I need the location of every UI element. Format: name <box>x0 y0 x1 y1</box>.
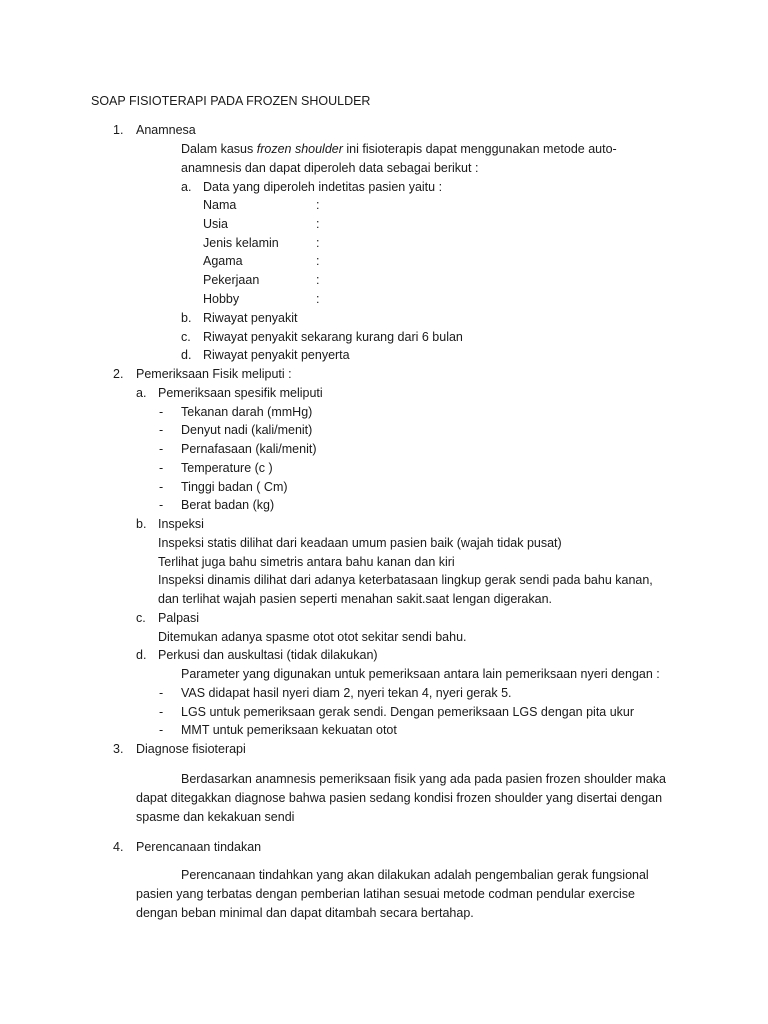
section-2-item-b-label: b. <box>136 517 147 531</box>
perencanaan-paragraph-line: pasien yang terbatas dengan pemberian latihan sesuai metode codman pendular exercise <box>136 887 635 901</box>
field-colon-pekerjaan: : <box>316 273 320 287</box>
section-1-item-b-label: b. <box>181 311 192 325</box>
perencanaan-paragraph-line: dengan beban minimal dan dapat ditambah secara bertahap. <box>136 906 474 920</box>
section-2-item-d-label: d. <box>136 648 147 662</box>
vital-item: Tinggi badan ( Cm) <box>181 480 288 494</box>
section-1-item-c-label: c. <box>181 330 191 344</box>
field-colon-jenis-kelamin: : <box>316 236 320 250</box>
parameter-item: LGS untuk pemeriksaan gerak sendi. Dengan pemeriksaan LGS dengan pita ukur <box>181 705 635 719</box>
inspeksi-line: Terlihat juga bahu simetris antara bahu kanan dan kiri <box>158 555 455 569</box>
perencanaan-paragraph-line: Perencanaan tindahkan yang akan dilakukan adalah pengembalian gerak fungsional <box>181 868 649 882</box>
inspeksi-line: dan terlihat wajah pasien seperti menahan sakit.saat lengan digerakan. <box>158 592 553 606</box>
section-1-item-c-text: Riwayat penyakit sekarang kurang dari 6 bulan <box>203 330 463 344</box>
vital-item: Temperature (c ) <box>181 461 273 475</box>
section-2-item-c-label: c. <box>136 611 146 625</box>
vital-dash: - <box>159 405 164 419</box>
field-label-usia: Usia <box>203 217 229 231</box>
parameter-item: VAS didapat hasil nyeri diam 2, nyeri tekan 4, nyeri gerak 5. <box>181 686 512 700</box>
section-1-number: 1. <box>113 123 124 137</box>
section-2-item-c-text: Palpasi <box>158 611 199 625</box>
vital-item: Pernafasaan (kali/menit) <box>181 442 317 456</box>
palpasi-line: Ditemukan adanya spasme otot otot sekitar sendi bahu. <box>158 630 467 644</box>
section-3-heading: Diagnose fisioterapi <box>136 742 246 756</box>
intro-text-pre: Dalam kasus <box>181 142 257 156</box>
vital-dash: - <box>159 480 164 494</box>
vital-item: Denyut nadi (kali/menit) <box>181 423 313 437</box>
field-colon-nama: : <box>316 198 320 212</box>
section-2-item-a-label: a. <box>136 386 147 400</box>
section-2-item-d-text: Perkusi dan auskultasi (tidak dilakukan) <box>158 648 378 662</box>
diagnose-paragraph-line: spasme dan kekakuan sendi <box>136 810 295 824</box>
inspeksi-line: Inspeksi statis dilihat dari keadaan umum pasien baik (wajah tidak pusat) <box>158 536 562 550</box>
field-colon-hobby: : <box>316 292 320 306</box>
field-label-agama: Agama <box>203 254 243 268</box>
section-2-number: 2. <box>113 367 124 381</box>
field-label-hobby: Hobby <box>203 292 240 306</box>
section-1-item-a-label: a. <box>181 180 192 194</box>
section-4-number: 4. <box>113 840 124 854</box>
perkusi-intro-line: Parameter yang digunakan untuk pemeriksaan antara lain pemeriksaan nyeri dengan : <box>181 667 660 681</box>
diagnose-paragraph-line: Berdasarkan anamnesis pemeriksaan fisik yang ada pada pasien frozen shoulder maka <box>181 772 667 786</box>
field-label-pekerjaan: Pekerjaan <box>203 273 260 287</box>
section-1-item-b-text: Riwayat penyakit <box>203 311 298 325</box>
document-title: SOAP FISIOTERAPI PADA FROZEN SHOULDER <box>91 94 371 108</box>
section-2-item-a-text: Pemeriksaan spesifik meliputi <box>158 386 323 400</box>
vital-item: Tekanan darah (mmHg) <box>181 405 313 419</box>
section-1-heading: Anamnesa <box>136 123 196 137</box>
inspeksi-line: Inspeksi dinamis dilihat dari adanya keterbatasaan lingkup gerak sendi pada bahu kanan, <box>158 573 653 587</box>
field-label-jenis-kelamin: Jenis kelamin <box>203 236 279 250</box>
section-1-item-a-text: Data yang diperoleh indetitas pasien yaitu : <box>203 180 443 194</box>
parameter-dash: - <box>159 686 164 700</box>
section-2-item-b-text: Inspeksi <box>158 517 204 531</box>
parameter-dash: - <box>159 723 164 737</box>
section-1-intro-line-2: anamnesis dan dapat diperoleh data sebagai berikut : <box>181 161 479 175</box>
vital-dash: - <box>159 461 164 475</box>
vital-dash: - <box>159 498 164 512</box>
parameter-dash: - <box>159 705 164 719</box>
diagnose-paragraph-line: dapat ditegakkan diagnose bahwa pasien sedang kondisi frozen shoulder yang disertai dengan <box>136 791 663 805</box>
intro-text-emphasis: frozen shoulder <box>256 142 343 156</box>
vital-dash: - <box>159 442 164 456</box>
section-1-intro-line-1 <box>181 140 617 159</box>
section-3-number: 3. <box>113 742 124 756</box>
section-1-item-d-label: d. <box>181 348 192 362</box>
parameter-item: MMT untuk pemeriksaan kekuatan otot <box>181 723 397 737</box>
section-2-heading: Pemeriksaan Fisik meliputi : <box>136 367 292 381</box>
field-colon-agama: : <box>316 254 320 268</box>
intro-text-post: ini fisioterapis dapat menggunakan metode auto- <box>342 142 617 156</box>
field-colon-usia: : <box>316 217 320 231</box>
vital-dash: - <box>159 423 164 437</box>
vital-item: Berat badan (kg) <box>181 498 275 512</box>
section-1-item-d-text: Riwayat penyakit penyerta <box>203 348 350 362</box>
field-label-nama: Nama <box>203 198 237 212</box>
section-4-heading: Perencanaan tindakan <box>136 840 262 854</box>
